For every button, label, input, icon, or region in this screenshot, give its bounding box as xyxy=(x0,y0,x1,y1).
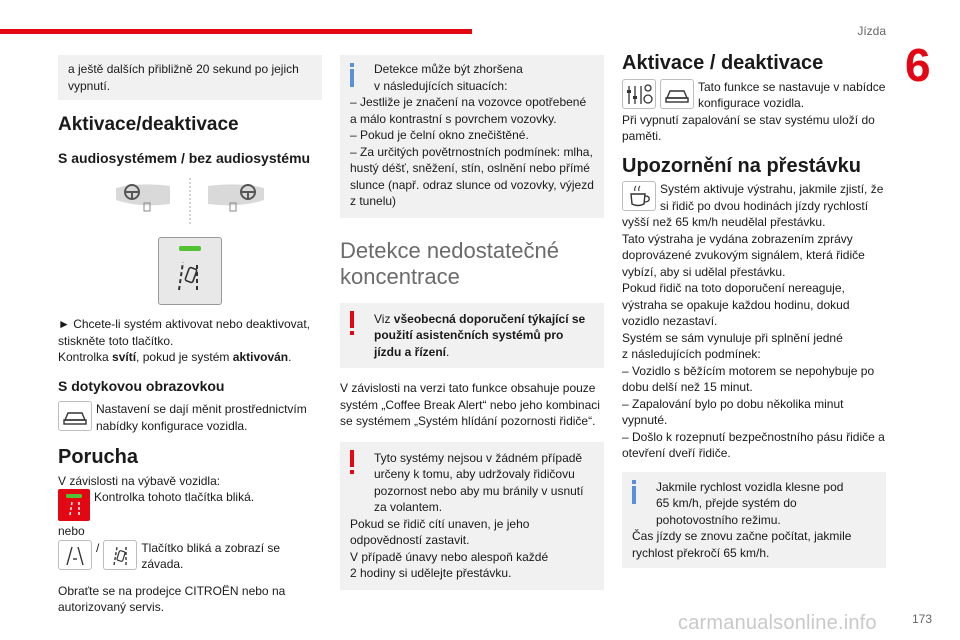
condition-2: – Zapalování bylo po dobu několika minut vypnuté. xyxy=(622,396,844,427)
coffee-cup-icon xyxy=(622,181,656,211)
warning-lamp-icon xyxy=(58,489,90,521)
info-box-detection: Detekce může být zhoršena v následujících situacích: – Jestliže je značení na vozovce opotřebené a málo kontrastní s povrchem vozovky. – Pokud je čelní okno znečištěné. – Za určitých povětrnostních podmínek: mlha, hustý déšť, sněžení, stín, oslnění nebo přímé slunce (např. odraz slunce od vozovky, výjezd z tunelu) xyxy=(340,55,604,218)
lane-warning-icon xyxy=(58,540,92,570)
warning-box-general: Viz všeobecná doporučení týkající se použití asistenčních systémů pro jízdu a řízení. xyxy=(340,303,604,369)
activation-line: Tato funkce se nastavuje v nabídce konfigurace vozidla. xyxy=(622,79,886,112)
steering-wheel-icon xyxy=(58,178,322,226)
heading-activation: Aktivace/deaktivace xyxy=(58,114,239,135)
heading-activation-2: Aktivace / deaktivace xyxy=(622,52,824,74)
version-text: V závislosti na verzi tato funkce obsahuje pouze systém „Coffee Break Alert“ nebo jeho kombinaci se systémem „Systém hlídání pozornosti řidiče“. xyxy=(340,381,600,428)
or-text: nebo xyxy=(58,524,85,538)
warning-icon xyxy=(350,311,354,335)
press-instruction: ► Chcete-li systém aktivovat nebo deaktivovat, stiskněte toto tlačítko. xyxy=(58,317,310,348)
car-settings-icon xyxy=(58,401,92,431)
car-config-icon xyxy=(622,79,656,109)
column-3: Aktivace / deaktivace Tato funkce se nastavuje v nabídce konfigurace vozidla. Při vypnutí zapalování se stav systému uloží do paměti. Upozornění na přestávku Systém aktivuje výstrahu, jakmile zjistí, že si řidič po dvou hodinách jízdy rychlostí vyšší než 65 km/h neudělal přestávku. Tato výstraha je vydána zobrazením zprávy doprovázené zvukovým signálem, která řidiče vybízí, aby si udělal přestávku. Pokud řidič na toto doporučení nereaguje, výstraha se opakuje každou hodinu, dokud vozidlo nezastaví. Systém se sám vynuluje při splnění jedné z následujících podmínek: – Vozidlo s běžícím motorem se nepohybuje po dobu delší než 15 minut. – Zapalování bylo po dobu několika minut vypnuté. – Došlo k rozepnutí bezpečnostního pásu řidiče a otevření dveří řidiče. Jakmile rychlost vozidla klesne pod 65 km/h, přejde systém do pohotovostního režimu. Čas jízdy se znovu začne počítat, jakmile rychlost překročí 65 km/h. xyxy=(622,55,886,568)
reset-text: Systém se sám vynuluje při splnění jedné xyxy=(622,330,843,345)
lane-departure-icon xyxy=(159,238,221,304)
column-1 xyxy=(58,55,322,616)
break-line: Systém aktivuje výstrahu, jakmile zjistí, že si řidič po dvou hodinách jízdy rychlostí vyšší než 65 km/h neudělal přestávku. xyxy=(622,182,884,229)
condition-3: – Došlo k rozepnutí bezpečnostního pásu řidiče a otevření dveří řidiče. xyxy=(622,429,885,460)
fault-line-2: / Tlačítko bliká a zobrazí se závada. xyxy=(58,540,322,573)
touch-instruction: Nastavení se dají měnit prostřednictvím nabídky konfigurace vozidla. xyxy=(58,401,322,434)
warning-icon xyxy=(350,450,354,474)
lamp-description: Kontrolka svítí, pokud je systém aktivován. xyxy=(58,350,292,364)
slash: / xyxy=(96,540,100,555)
car-settings-icon xyxy=(660,79,694,109)
fault-line-1: Kontrolka tohoto tlačítka bliká. xyxy=(58,489,322,521)
lane-assist-button[interactable] xyxy=(158,237,222,305)
column-2 xyxy=(340,55,604,590)
fault-intro: V závislosti na výbavě vozidla: xyxy=(58,473,221,488)
header-accent-bar xyxy=(0,29,472,34)
condition-1: – Vozidlo s běžícím motorem se nepohybuje po dobu delší než 15 minut. xyxy=(622,363,875,394)
heading-audio: S audiosystémem / bez audiosystému xyxy=(58,149,311,166)
continuation-box xyxy=(58,55,322,100)
heading-touchscreen: S dotykovou obrazovkou xyxy=(58,377,225,394)
info-box-speed: Jakmile rychlost vozidla klesne pod 65 km/h, přejde systém do pohotovostního režimu. Čas jízdy se znovu začne počítat, jakmile rychlost překročí 65 km/h. xyxy=(622,472,886,569)
repeat-text: Pokud řidič na toto doporučení nereaguje, výstraha se opakuje každou hodinu, dokud vozidlo nezastaví. xyxy=(622,281,850,328)
lane-departure-icon xyxy=(103,540,137,570)
continuation-text: a ještě dalších přibližně 20 sekund po jejich vypnutí. xyxy=(68,62,299,93)
heading-break: Upozornění na přestávku xyxy=(622,154,861,177)
heading-fault: Porucha xyxy=(58,446,139,468)
chapter-number: 6 xyxy=(905,39,931,91)
dealer-text: Obraťte se na prodejce CITROËN nebo na autorizovaný servis. xyxy=(58,583,286,614)
info-icon xyxy=(632,480,636,504)
page-number: 173 xyxy=(911,612,932,626)
watermark: carmanualsonline.info xyxy=(678,612,877,634)
steering-switch-illustration xyxy=(58,178,322,226)
memory-text: Při vypnutí zapalování se stav systému uloží do paměti. xyxy=(622,112,875,143)
section-title: Jízda xyxy=(857,24,886,38)
info-icon xyxy=(350,63,354,87)
alert-text: Tato výstraha je vydána zobrazením zprávy doprovázené zvukovým signálem, která řidiče vybízí, aby si udělal přestávku. xyxy=(622,231,865,279)
heading-detection: Detekce nedostatečné koncentrace xyxy=(340,237,559,289)
warning-box-fatigue: Tyto systémy nejsou v žádném případě určeny k tomu, aby udržovaly řidičovu pozornost nebo aby mu bránily v usnutí za volantem. Pokud se řidič cítí unaven, je jeho odpovědností zastavit. V případě únavy nebo alespoň každé 2 hodiny si udělejte přestávku. xyxy=(340,442,604,590)
